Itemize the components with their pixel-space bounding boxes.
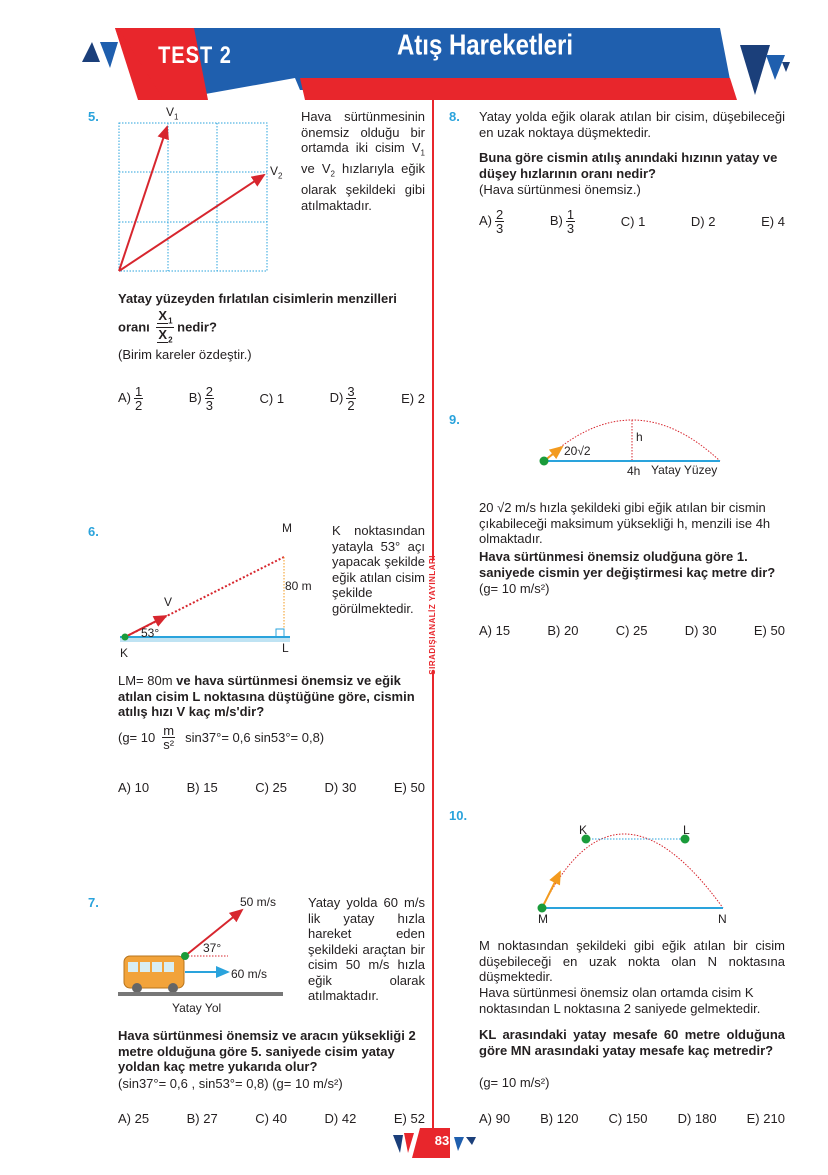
option-c[interactable]: C) 150	[608, 1111, 648, 1126]
label-k: K	[579, 823, 588, 837]
label-m: M	[538, 912, 548, 926]
q5-options	[118, 385, 425, 412]
subtitle-bar	[300, 78, 737, 100]
bus-icon	[124, 956, 184, 993]
option-d[interactable]: D) 30	[324, 780, 357, 795]
label-surface: Yatay Yüzey	[651, 463, 718, 477]
option-d[interactable]: D) 180	[677, 1111, 717, 1126]
q7-question: Hava sürtünmesi önemsiz ve aracın yüksekliği 2 metre olduğuna göre 5. saniyede cisim yatay yoldan kaç metre yukarıda olur?	[118, 1028, 416, 1074]
q7-options	[118, 1111, 425, 1127]
q6-question: LM= 80m ve hava sürtünmesi önemsiz ve eğik atılan cisim L noktasına düştüğüne göre, cismin atılış hızı V kaç m/s'dir?	[118, 673, 415, 719]
v1-label: $V_1$	[166, 105, 179, 122]
question-number: 10.	[449, 808, 468, 823]
point-k-dot	[122, 634, 129, 641]
q8-question: Buna göre cismin atılış anındaki hızının yatay ve düşey hızlarının oranı nedir?	[479, 150, 778, 181]
label-v: V	[164, 595, 173, 609]
option-d[interactable]: D) $\frac{3}{2}$	[329, 384, 355, 413]
q8-intro: Yatay yolda eğik olarak atılan bir cisim, düşebileceği en uzak noktaya düşmektedir.	[479, 109, 785, 140]
option-e[interactable]: E) 4	[761, 213, 785, 229]
label-h: h	[636, 430, 643, 444]
q9-options	[479, 623, 785, 639]
label-l: L	[282, 641, 289, 655]
label-4h: 4h	[627, 464, 641, 478]
option-b[interactable]: B) 15	[186, 780, 218, 795]
question-number: 9.	[449, 412, 460, 427]
q8-options	[479, 208, 785, 235]
option-a[interactable]: A) $\frac{2}{3}$	[479, 207, 504, 236]
q5-note: (Birim kareler özdeştir.)	[118, 347, 252, 362]
option-c[interactable]: C) 40	[255, 1111, 288, 1126]
q6-options	[118, 780, 425, 796]
publisher-brand: SIRADIŞIANALİZ YAYINLARI	[424, 560, 442, 670]
option-c[interactable]: C) 1	[620, 213, 646, 229]
q8-note: (Hava sürtünmesi önemsiz.)	[479, 182, 641, 197]
option-d[interactable]: D) 42	[324, 1111, 357, 1126]
option-b[interactable]: B) 120	[540, 1111, 579, 1126]
page-title: Atış Hareketleri	[396, 29, 574, 62]
q5-grid-figure	[110, 105, 290, 275]
option-e[interactable]: E) 52	[393, 1111, 425, 1126]
q7-given: (sin37°= 0,6 , sin53°= 0,8) (g= 10 m/s²)	[118, 1076, 343, 1091]
q10-figure	[530, 800, 730, 915]
test-label: TEST 2	[158, 42, 232, 70]
label-speed: 20√2	[564, 444, 591, 458]
q10-intro2: Hava sürtünmesi önemsiz olan ortamda cisim K noktasından L noktasına 2 saniyede gelmektedir.	[479, 985, 761, 1016]
label-k: K	[120, 646, 129, 660]
triangle-decoration-icon	[100, 42, 118, 68]
option-a[interactable]: A) $\frac{1}{2}$	[118, 384, 143, 413]
option-b[interactable]: B) $\frac{1}{3}$	[549, 207, 575, 236]
option-b[interactable]: B) 20	[547, 623, 579, 638]
option-c[interactable]: C) 25	[255, 780, 288, 795]
q10-question: KL arasındaki yatay mesafe 60 metre olduğuna göre MN arasındaki yatay mesafe kaç metredir?	[479, 1027, 785, 1058]
question-number: 7.	[88, 895, 99, 910]
option-a[interactable]: A) 25	[118, 1111, 150, 1126]
page-number: 83	[434, 1133, 450, 1148]
option-b[interactable]: B) 27	[186, 1111, 218, 1126]
q9-question: Hava sürtünmesi önemsiz oludğuna göre 1. saniyede cismin yer değiştirmesi kaç metre dir?	[479, 549, 776, 580]
question-number: 8.	[449, 109, 460, 124]
option-c[interactable]: C) 25	[615, 623, 648, 638]
label-m: M	[282, 521, 292, 535]
option-b[interactable]: B) $\frac{2}{3}$	[188, 384, 213, 413]
label-60ms: 60 m/s	[231, 967, 268, 981]
option-e[interactable]: E) 2	[401, 390, 425, 406]
label-37: 37°	[203, 941, 222, 955]
option-a[interactable]: A) 90	[479, 1111, 511, 1126]
label-50ms: 50 m/s	[240, 895, 277, 909]
q10-options	[479, 1111, 785, 1127]
label-angle: 53°	[141, 626, 160, 640]
q9-figure	[530, 405, 730, 470]
q9-intro: 20 √2 m/s hızla şekildeki gibi eğik atılan bir cismin çıkabileceği maksimum yüksekliği h, menzili ise 4h olmaktadır.	[479, 500, 771, 546]
q5-intro: Hava sürtünmesinin önemsiz olduğu bir ortamda iki cisim $V_1$ ve $V_2$ hızlarıyla eğik olarak şekildeki gibi atılmaktadır.	[301, 109, 426, 213]
option-e[interactable]: E) 50	[393, 780, 425, 795]
option-a[interactable]: A) 15	[479, 623, 511, 638]
label-road: Yatay Yol	[172, 1001, 222, 1015]
q6-intro: K noktasından yatayla 53° açı yapacak şekilde eğik atılan cisim şekilde görülmektedir.	[332, 523, 425, 616]
q6-given: (g= 10 $\frac{m}{\text{s²}}$ sin37°= 0,6 sin53°= 0,8)	[118, 723, 325, 752]
q5-question: Yatay yüzeyden fırlatılan cisimlerin menzilleri oranı $\frac{X_1}{X_2}$ nedir?	[118, 291, 397, 345]
q9-given: (g= 10 m/s²)	[479, 581, 550, 596]
option-c[interactable]: C) 1	[259, 390, 285, 406]
q6-figure	[110, 530, 310, 655]
v2-label: $V_2$	[270, 164, 283, 181]
option-d[interactable]: D) 2	[690, 213, 716, 229]
label-80m: 80 m	[285, 579, 312, 593]
triangle-decoration-icon	[82, 42, 100, 62]
option-d[interactable]: D) 30	[684, 623, 717, 638]
q10-given: (g= 10 m/s²)	[479, 1075, 550, 1090]
option-e[interactable]: E) 50	[753, 623, 785, 638]
label-l: L	[683, 823, 690, 837]
q7-intro: Yatay yolda 60 m/s lik yatay hızla hareket eden şekildeki araçtan bir cisim 50 m/s hızla eğik olarak atılmaktadır.	[308, 895, 425, 1003]
option-e[interactable]: E) 210	[746, 1111, 785, 1126]
option-a[interactable]: A) 10	[118, 780, 150, 795]
question-number: 6.	[88, 524, 99, 539]
triangle-decoration-icon	[740, 45, 770, 95]
label-n: N	[718, 912, 727, 926]
question-number: 5.	[88, 109, 99, 124]
q10-intro: M noktasından şekildeki gibi eğik atılan bir cisim düşebileceği en uzak nokta olan N noktasına düşmektedir.	[479, 938, 785, 984]
